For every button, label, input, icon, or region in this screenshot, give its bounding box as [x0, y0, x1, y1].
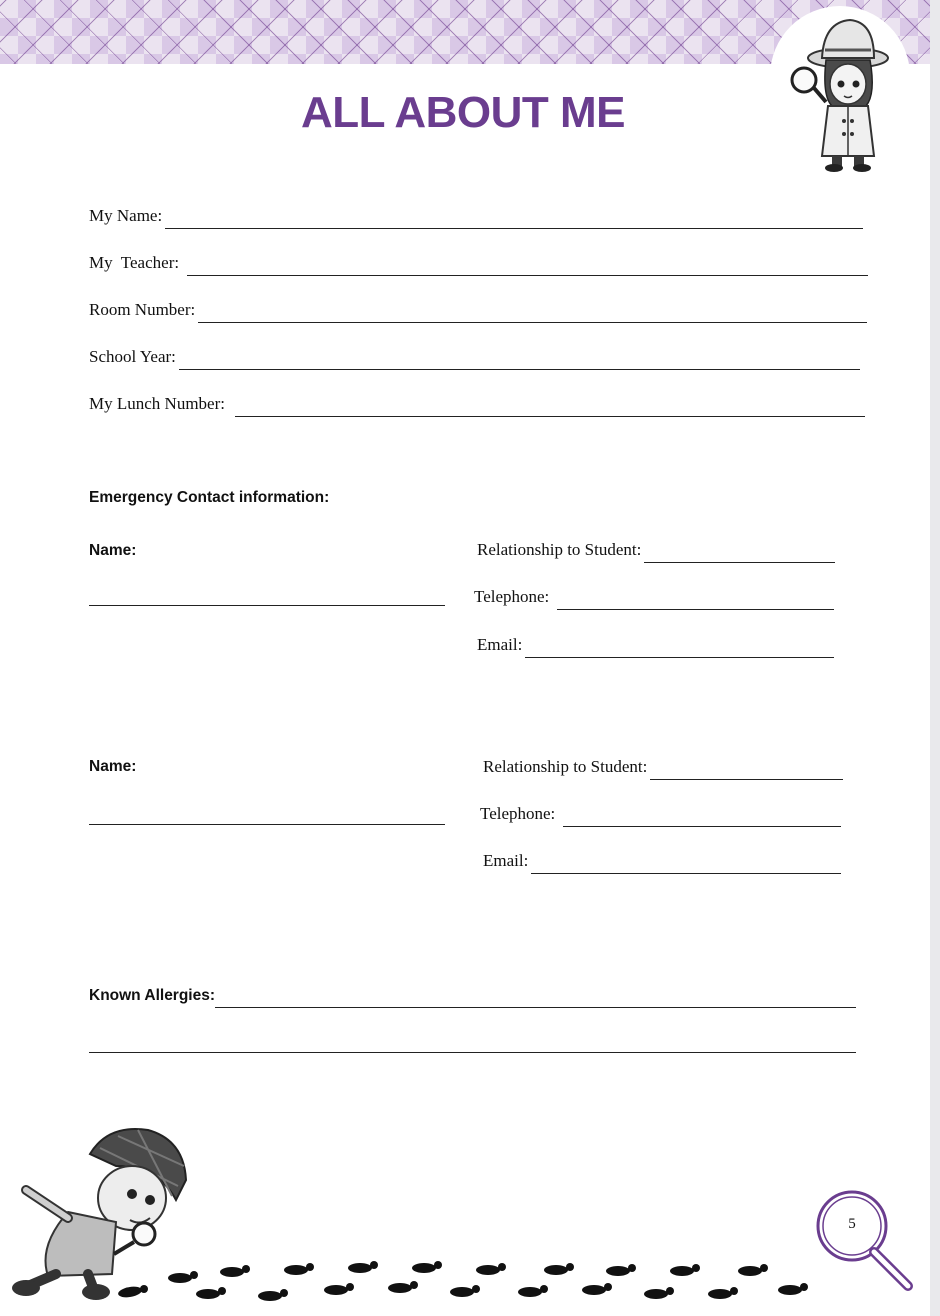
contact1-email-label: Email:: [477, 635, 523, 654]
allergies-field[interactable]: [89, 984, 856, 1008]
contact2-name-label: Name:: [89, 758, 137, 775]
page-edge: [930, 0, 940, 1316]
my-name-label: My Name:: [89, 206, 163, 225]
contact1-relationship-field[interactable]: [477, 539, 835, 563]
contact2-telephone-field[interactable]: [480, 803, 841, 827]
school-year-field[interactable]: [89, 346, 860, 370]
contact1-email-line[interactable]: [525, 637, 834, 658]
contact2-email-field[interactable]: [483, 850, 841, 874]
contact1-telephone-label: Telephone:: [474, 587, 550, 606]
emergency-heading: Emergency Contact information:: [89, 489, 330, 506]
magnifying-glass-icon: [814, 1188, 918, 1294]
my-name-line[interactable]: [165, 208, 863, 229]
contact2-email-line[interactable]: [531, 853, 841, 874]
contact1-email-field[interactable]: [477, 634, 834, 658]
lunch-number-line[interactable]: [235, 396, 865, 417]
page-title: ALL ABOUT ME: [301, 88, 625, 137]
school-year-line[interactable]: [179, 349, 860, 370]
room-number-line[interactable]: [198, 302, 867, 323]
footprints-trail: [110, 1256, 820, 1306]
room-number-field[interactable]: [89, 299, 867, 323]
contact1-relationship-label: Relationship to Student:: [477, 540, 642, 559]
allergies-line-1[interactable]: [215, 987, 856, 1008]
my-teacher-line[interactable]: [187, 255, 868, 276]
contact2-relationship-line[interactable]: [650, 759, 843, 780]
allergies-line-2[interactable]: [89, 1052, 856, 1053]
my-name-field[interactable]: [89, 205, 863, 229]
lunch-number-field[interactable]: [89, 393, 865, 417]
contact2-relationship-label: Relationship to Student:: [483, 757, 648, 776]
allergies-label: Known Allergies:: [89, 987, 216, 1004]
contact1-name-label: Name:: [89, 542, 137, 559]
page-number: 5: [848, 1216, 856, 1232]
contact2-telephone-line[interactable]: [563, 806, 841, 827]
contact2-telephone-label: Telephone:: [480, 804, 556, 823]
contact2-relationship-field[interactable]: [483, 756, 843, 780]
contact1-telephone-line[interactable]: [557, 589, 834, 610]
room-number-label: Room Number:: [89, 300, 196, 319]
contact1-relationship-line[interactable]: [644, 542, 835, 563]
contact1-telephone-field[interactable]: [474, 586, 834, 610]
contact1-name-line[interactable]: [89, 605, 445, 606]
my-teacher-field[interactable]: [89, 252, 868, 276]
contact2-email-label: Email:: [483, 851, 529, 870]
school-year-label: School Year:: [89, 347, 176, 366]
contact2-name-line[interactable]: [89, 824, 445, 825]
my-teacher-label: My Teacher:: [89, 253, 180, 272]
lunch-number-label: My Lunch Number:: [89, 394, 225, 413]
